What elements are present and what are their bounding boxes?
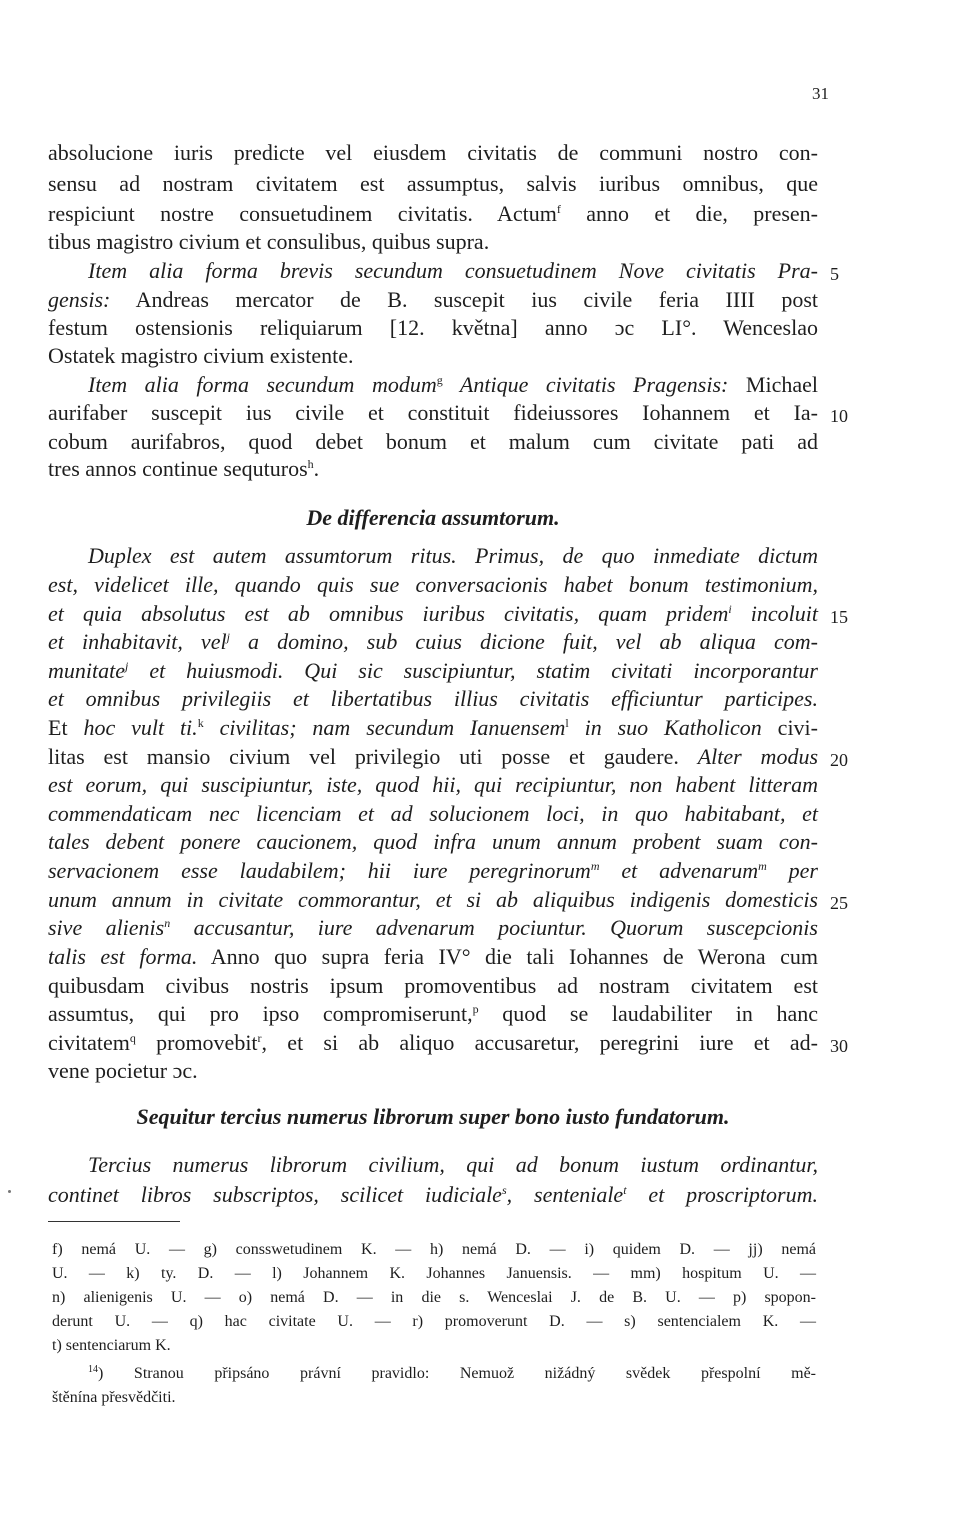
text-line: Ostatek magistro civium existente. — [48, 343, 354, 368]
footnote-mark: t — [623, 1183, 627, 1197]
text-line: sensu ad nostram civitatem est assumptus, salvis iuribus omnibus, que — [48, 171, 818, 196]
text-line: servacionem esse laudabilem; hii iure peregrinorum$^m$ et advenarum$^m$ per — [48, 858, 818, 883]
text-line: litas est mansio civium vel privilegio uti posse et gaudere. Alter modus — [48, 744, 818, 769]
text-line: continet libros subscriptos, scilicet iudiciale$^s$, senteniale$^t$ et proscriptorum. — [48, 1182, 818, 1207]
text-line: est eorum, qui suscipiuntur, iste, quod hii, qui recipiuntur, non habent litteram — [48, 772, 818, 797]
text-line: festum ostensionis reliquiarum [12. května] anno ɔc LI°. Wenceslao — [48, 315, 818, 340]
stray-mark — [8, 1190, 11, 1193]
text-line: et quia absolutus est ab omnibus iuribus civitatis, quam pridem$^i$ incoluit — [48, 601, 818, 626]
footnote-mark: s — [501, 1183, 507, 1197]
text-line: Tercius numerus librorum civilium, qui ad bonum iustum ordinantur, — [88, 1152, 818, 1177]
footnote-line: f) nemá U. — g) consswetudinem K. — h) nemá D. — i) quidem D. — jj) nemá — [52, 1241, 816, 1258]
footnote-mark: 14 — [88, 1364, 98, 1375]
line-number: 10 — [830, 406, 848, 426]
line-number: 15 — [830, 607, 848, 627]
section-heading: Sequitur tercius numerus librorum super bono iusto fundatorum. — [136, 1104, 730, 1129]
text-line: Duplex est autem assumtorum ritus. Primus, de quo inmediate dictum — [88, 543, 818, 568]
page-number: 31 — [812, 84, 829, 103]
text-line: aurifaber suscepit ius civile et constituit fideiussores Iohannem et Ia- — [48, 400, 818, 425]
section-heading: De differencia assumtorum. — [306, 505, 560, 530]
footnote-mark: m — [590, 859, 600, 873]
footnote-mark: j — [226, 630, 230, 644]
text-line: sive alienis$^n$ accusantur, iure advenarum pociuntur. Quorum suscepcionis — [48, 915, 818, 940]
footnote-mark: h — [307, 457, 314, 471]
text-line: cobum aurifabros, quod debet bonum et malum cum civitate pati ad — [48, 429, 818, 454]
text-line: vene pocietur ɔc. — [48, 1058, 198, 1083]
footnote-mark: q — [129, 1031, 136, 1045]
text-line: unum annum in civitate commorantur, et si ab aliquibus indigenis domesticis — [48, 887, 818, 912]
line-number: 20 — [830, 750, 848, 770]
footnote-line: derunt U. — q) hac civitate U. — r) promoverunt D. — s) sentencialem K. — — [52, 1313, 816, 1330]
text-line: quibusdam civibus nostris ipsum promoventibus ad nostram civitatem est — [48, 973, 818, 998]
text-line: respiciunt nostre consuetudinem civitatis. Actum$^f$ anno et die, presen- — [48, 201, 819, 226]
footnote-line: t) sentenciarum K. — [52, 1337, 171, 1354]
text-line: Item alia forma brevis secundum consuetudinem Nove civitatis Pra- — [88, 258, 818, 283]
footnote-line: štěnína přesvědčiti. — [52, 1389, 176, 1406]
text-line: gensis: Andreas mercator de B. suscepit ius civile feria IIII post — [48, 287, 818, 312]
footnote-mark: n — [164, 916, 171, 930]
footnote-mark: l — [565, 716, 569, 730]
footnote-mark: i — [728, 602, 732, 616]
text-line: absolucione iuris predicte vel eiusdem civitatis de communi nostro con- — [48, 140, 818, 165]
footnote-mark: g — [436, 373, 443, 387]
text-line: talis est forma. Anno quo supra feria IV° die tali Iohannes de Werona cum — [48, 944, 818, 969]
text-line: et inhabitavit, vel$^j$ a domino, sub cuius dicione fuit, vel ab aliqua com- — [48, 629, 818, 654]
footnote-line: U. — k) ty. D. — l) Johannem K. Johannes Januensis. — mm) hospitum U. — — [52, 1265, 816, 1282]
text-line: commendaticam nec licenciam et ad solucionem loci, in quo habitabant, et — [48, 801, 818, 826]
text-line: munitate$^j$ et huiusmodi. Qui sic suscipiuntur, statim civitati incorporantur — [48, 658, 818, 683]
footnote-mark: j — [125, 659, 129, 673]
footnote-mark: f — [556, 202, 561, 216]
text-line: et omnibus privilegiis et libertatibus illius civitatis efficiuntur participes. — [48, 686, 818, 711]
text-line: Item alia forma secundum modum$^g$ Antique civitatis Pragensis: Michael — [88, 372, 818, 397]
text-line: tales debent ponere caucionem, quod infra unum annum probent suam con- — [48, 829, 818, 854]
text-line: Et hoc vult ti.$^k$ civilitas; nam secundum Ianuensem$^l$ in suo Katholicon civi- — [48, 715, 818, 740]
line-number: 25 — [830, 893, 848, 913]
line-number: 30 — [830, 1036, 848, 1056]
footnote-mark: m — [758, 859, 767, 873]
footnote-mark: r — [257, 1031, 262, 1045]
footnote-rule — [48, 1221, 180, 1222]
footnote-mark: k — [197, 716, 204, 730]
text-line: civitatem$^q$ promovebit$^r$, et si ab aliquo accusaretur, peregrini iure et ad- — [48, 1030, 818, 1055]
text-line: assumtus, qui pro ipso compromiserunt,$^p$ quod se laudabiliter in hanc — [48, 1001, 818, 1026]
text-line: tres annos continue sequturos$^h$. — [48, 456, 320, 481]
footnote-mark: p — [472, 1002, 479, 1016]
text-line: est, videlicet ille, quando quis sue conversacionis habet bonum testimonium, — [48, 572, 818, 597]
footnote-line: n) alienigenis U. — o) nemá D. — in die s. Wenceslai J. de B. U. — p) spopon- — [52, 1289, 816, 1306]
footnote-line: $^{14}$) Stranou připsáno právní pravidlo: Nemuož nižádný svědek přespolní mě- — [88, 1364, 816, 1382]
line-number: 5 — [830, 264, 839, 284]
text-line: tibus magistro civium et consulibus, quibus supra. — [48, 229, 490, 254]
